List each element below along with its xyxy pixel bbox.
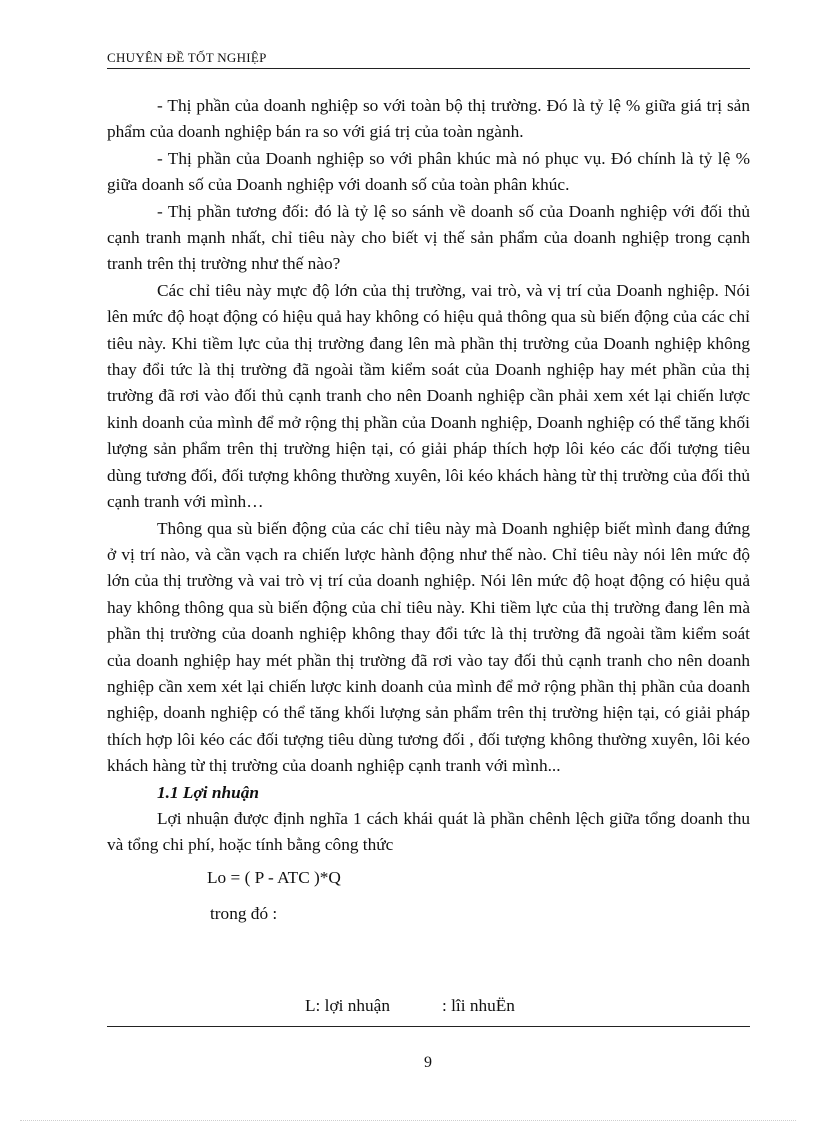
paragraph-market-share-total: - Thị phần của doanh nghiệp so với toàn bộ thị trường. Đó là tỷ lệ % giữa giá trị sản phẩm của doanh nghiệp bán ra so với giá trị của toàn ngành. [107,96,750,142]
footer-rule [107,1026,750,1027]
paragraph-market-share-segment: - Thị phần của Doanh nghiệp so với phân khúc mà nó phục vụ. Đó chính là tỷ lệ % giữa doanh số của Doanh nghiệp với doanh số của toàn phân khúc. [107,148,750,195]
page-edge-dots [20,1120,796,1121]
definition-term: L: lợi nhuận [305,996,390,1015]
document-body [107,93,750,931]
definition-garbled: : lîi nhuËn [441,996,515,1015]
definition-line [305,996,515,1016]
profit-formula: Lo = ( P - ATC )*Q [207,867,341,887]
running-header: CHUYÊN ĐỀ TỐT NGHIỆP [107,50,267,65]
header-rule [107,68,750,69]
paragraph-indicators: Các chỉ tiêu này mực độ lớn của thị trường, vai trò, và vị trí của Doanh nghiệp. Nói lên mức độ hoạt động có hiệu quả hay không có hiệu quả thông qua sù biến động của các chỉ tiêu này. Khi tiềm lực của thị trường đang lên mà phần thị trường của Doanh nghiệp không thay đổi tức là thị trường đã ngoài tầm kiểm soát của Doanh nghiệp hay mét phần của thị trường đã rơi vào đối thủ cạnh tranh cho nên Doanh nghiệp cần phải xem xét lại chiến lược kinh doanh của mình để mở rộng thị phần của Doanh nghiệp, Doanh nghiệp có thể tăng khối lượng sản phẩm trên thị trường hiện tại, có giải pháp thích hợp lôi kéo các đối tượng tiêu dùng tương đối, đối tượng không thường xuyên, lôi kéo khách hàng từ thị trường của đối thủ cạnh tranh với mình… [107,280,750,512]
paragraph-fluctuation: Thông qua sù biến động của các chỉ tiêu này mà Doanh nghiệp biết mình đang đứng ở vị trí nào, và cần vạch ra chiến lược hành động như thế nào. Chỉ tiêu này nói lên mức độ lớn của thị trường và vai trò vị trí của doanh nghiệp. Nói lên mức độ hoạt động có hiệu quả hay không thông qua sù biến động của chỉ tiêu này. Khi tiềm lực của thị trường đang lên mà phần thị trường của doanh nghiệp không thay đổi tức là thị trường đã ngoài tầm kiểm soát của doanh nghiệp hay mét phần thị trường đã rơi vào tay đối thủ cạnh tranh cho nên doanh nghiệp cần xem xét lại chiến lược kinh doanh của mình để mở rộng phần thị phần của doanh nghiệp, doanh nghiệp có thể tăng khối lượng sản phẩm trên thị trường hiện tại, có giải pháp thích hợp lôi kéo các đối tượng tiêu dùng tương đối , đối tượng không thường xuyên, lôi kéo khách hàng từ thị trường của doanh nghiệp cạnh tranh với mình... [107,518,750,776]
paragraph-profit-definition: Lợi nhuận được định nghĩa 1 cách khái quát là phần chênh lệch giữa tổng doanh thu và tổng chi phí, hoặc tính bằng công thức [107,808,750,855]
where-label: trong đó : [210,903,278,923]
page-number: 9 [424,1054,432,1071]
section-heading: 1.1 Lợi nhuận [157,782,259,802]
paragraph-relative-market-share: - Thị phần tương đối: đó là tỷ lệ so sánh về doanh số của Doanh nghiệp với đối thủ cạnh tranh mạnh nhất, chỉ tiêu này cho biết vị thế sản phẩm của doanh nghiệp trong cạnh tranh trên thị trường như thế nào? [107,201,750,274]
